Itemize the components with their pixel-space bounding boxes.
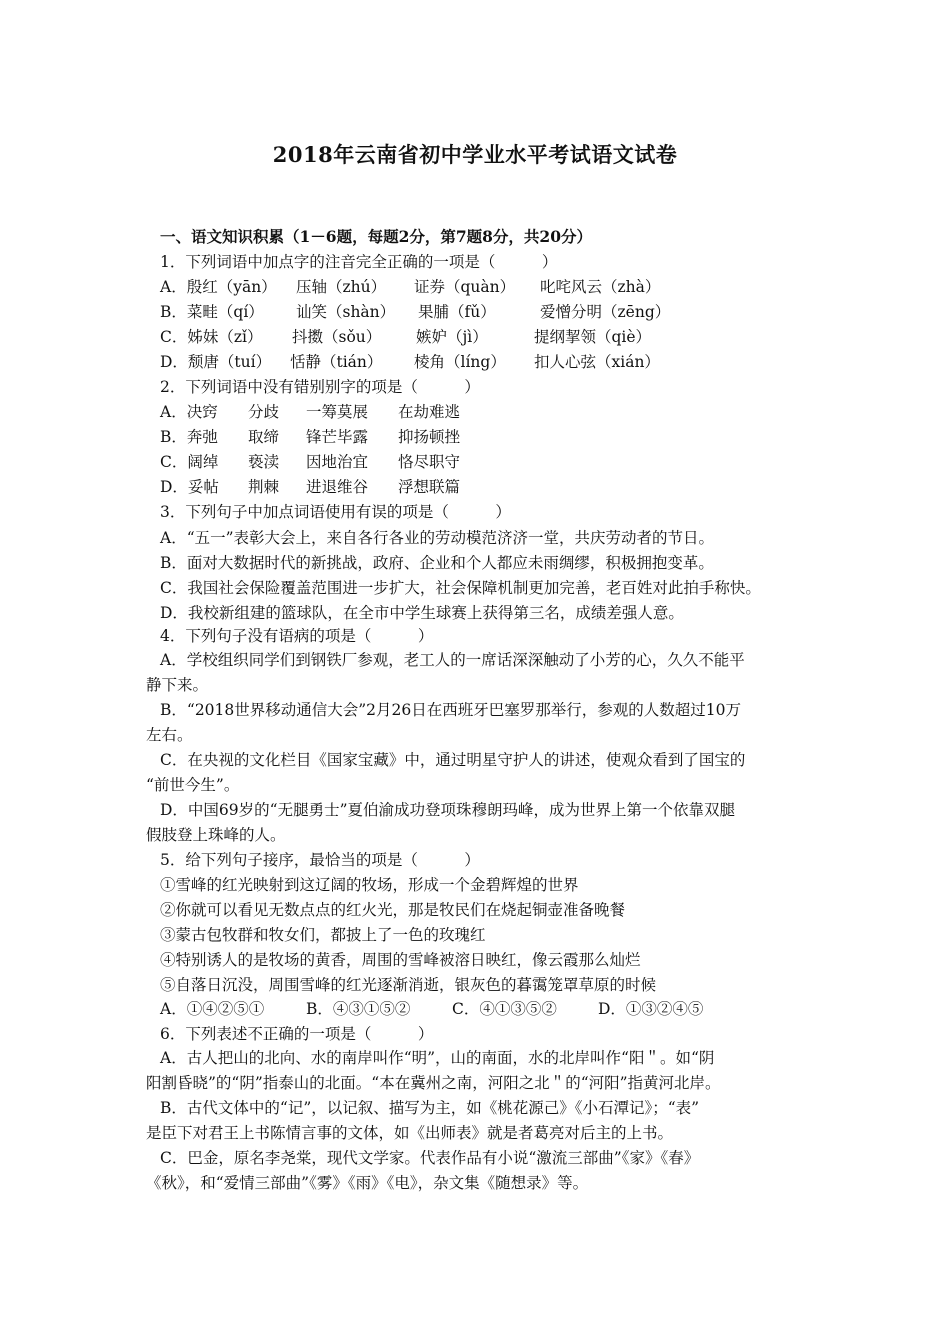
q5-sentence-2: ②你就可以看见无数点点的红火光，那是牧民们在烧起铜壶准备晚餐 (160, 901, 626, 919)
q4-option-b: B．“2018世界移动通信大会”2月26日在西班牙巴塞罗那举行，参观的人数超过10万 左右。 (146, 701, 741, 744)
page-title: 2018年云南省初中学业水平考试语文试卷 (272, 142, 678, 167)
question-2-stem: 2．下列词语中没有错别别字的项是（ ） (160, 378, 480, 396)
q2-option-d: D．妥帖 荆棘 进退维谷 浮想联篇 (160, 478, 461, 496)
section-heading: 一、语文知识积累（1－6题，每题2分，第7题8分，共20分） (160, 227, 592, 246)
q5-options: A．①④②⑤① B．④③①⑤② C．④①③⑤② D．①③②④⑤ (160, 1000, 704, 1018)
q5-sentence-1: ①雪峰的红光映射到这辽阔的牧场，形成一个金碧辉煌的世界 (160, 876, 579, 894)
question-5-stem: 5．给下列句子接序，最恰当的项是（ ） (160, 851, 480, 869)
q5-sentence-4: ④特别诱人的是牧场的黄香，周围的雪峰被溶日映红，像云霞那么灿烂 (160, 951, 641, 969)
q1-option-c: C．姊妹（zǐ） 抖擞（sǒu） 嫉妒（jì） 提纲挈领（qiè） (160, 328, 652, 346)
q3-option-d: D．我校新组建的篮球队，在全市中学生球赛上获得第三名，成绩差强人意。 (160, 604, 684, 622)
q1-option-b: B．菜畦（qí） 讪笑（shàn） 果脯（fǔ） 爱憎分明（zēng） (160, 303, 671, 321)
q5-sentence-3: ③蒙古包牧群和牧女们，都披上了一色的玫瑰红 (160, 926, 486, 944)
q3-option-c: C．我国社会保险覆盖范围进一步扩大，社会保障机制更加完善，老百姓对此拍手称快。 (160, 579, 761, 597)
q4-option-d: D．中国69岁的“无腿勇士”夏伯渝成功登项珠穆朗玛峰，成为世界上第一个依靠双腿 假肢登上珠峰的人。 (146, 801, 736, 844)
q3-option-a: A．“五一”表彰大会上，来自各行各业的劳动模范济济一堂，共庆劳动者的节日。 (160, 529, 715, 547)
question-6-stem: 6．下列表述不正确的一项是（ ） (160, 1025, 434, 1043)
q4-option-c: C．在央视的文化栏目《国家宝藏》中，通过明星守护人的讲述，使观众看到了国宝的 “前世今生”。 (146, 751, 746, 794)
question-3-stem: 3．下列句子中加点词语使用有误的项是（ ） (160, 503, 511, 521)
q6-option-b: B．古代文体中的“记”，以记叙、描写为主，如《桃花源己》《小石潭记》；“表” 是臣下对君王上书陈情言事的文体，如《出师表》就是者葛亮对后主的上书。 (146, 1099, 700, 1142)
q2-option-c: C．阔绰 亵渎 因地治宜 恪尽职守 (160, 453, 461, 471)
q4-option-a: A．学校组织同学们到钢铁厂参观，老工人的一席话深深触动了小芳的心，久久不能平 静下来。 (146, 651, 745, 694)
q1-option-d: D．颓唐（tuí） 恬静（tián） 棱角（líng） 扣人心弦（xián） (160, 353, 660, 371)
q2-option-b: B．奔弛 取缔 锋芒毕露 抑扬顿挫 (160, 428, 461, 446)
q2-option-a: A．决窍 分歧 一筹莫展 在劫难逃 (160, 403, 461, 421)
q3-option-b: B．面对大数据时代的新挑战，政府、企业和个人都应未雨绸缪，积极拥抱变革。 (160, 554, 714, 572)
q5-sentence-5: ⑤自落日沉没，周围雪峰的红光逐渐消逝，银灰色的暮霭笼罩草原的时候 (160, 976, 657, 994)
q6-option-c: C．巴金，原名李尧棠，现代文学家。代表作品有小说“激流三部曲”《家》《春》 《秋》，和“爱情三部曲”《雾》《雨》《电》，杂文集《随想录》等。 (146, 1149, 700, 1192)
question-1-stem: 1．下列词语中加点字的注音完全正确的一项是（ ） (160, 253, 558, 271)
q1-option-a: A．殷红（yān） 压轴（zhú） 证券（quàn） 叱咤风云（zhà） (160, 278, 661, 296)
q6-option-a: A．古人把山的北向、水的南岸叫作“明”，山的南面，水的北岸叫作“阳＂。如“阴 阳割昏晓”的“阴”指泰山的北面。“本在冀州之南，河阳之北＂的“河阳”指黄河北岸。 (146, 1049, 721, 1092)
question-4-stem: 4．下列句子没有语病的项是（ ） (160, 627, 434, 645)
